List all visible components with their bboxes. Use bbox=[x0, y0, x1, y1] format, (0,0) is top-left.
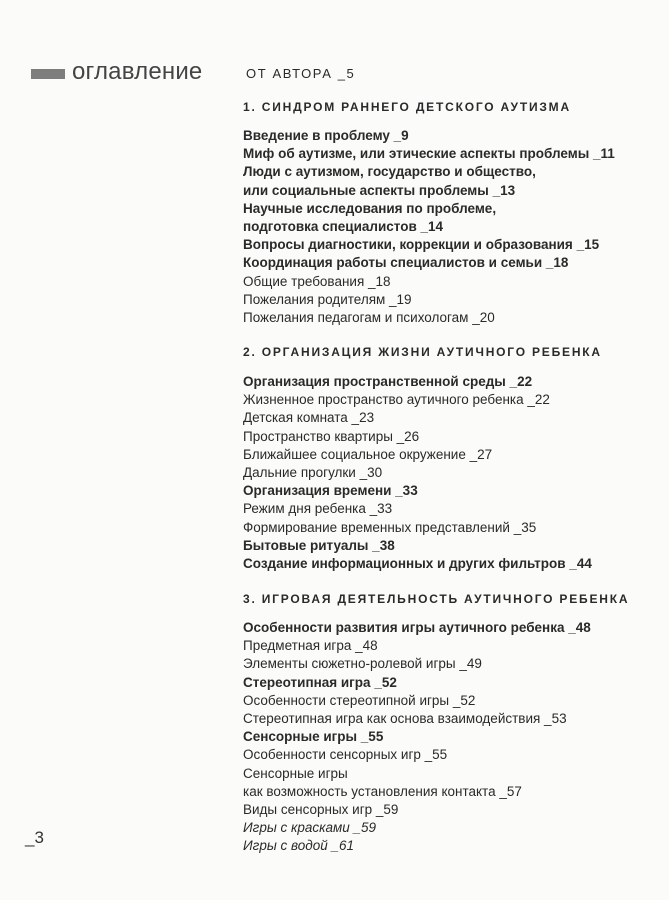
toc-entry[interactable]: Общие требования _18 bbox=[243, 273, 391, 289]
toc-entry[interactable]: Люди с аутизмом, государство и общество, bbox=[243, 164, 536, 180]
chapter-heading[interactable]: 1. СИНДРОМ РАННЕГО ДЕТСКОГО АУТИЗМА bbox=[243, 100, 571, 114]
toc-entry[interactable]: Создание информационных и других фильтров _44 bbox=[243, 556, 592, 571]
toc-entry[interactable]: Миф об аутизме, или этические аспекты проблемы _11 bbox=[243, 146, 615, 162]
toc-entry[interactable]: Организация времени _33 bbox=[243, 483, 418, 499]
toc-entry[interactable]: Пространство квартиры _26 bbox=[243, 428, 420, 444]
toc-heading bbox=[31, 58, 202, 86]
chapter-heading[interactable]: 3. ИГРОВАЯ ДЕЯТЕЛЬНОСТЬ АУТИЧНОГО РЕБЕНКА bbox=[243, 592, 630, 606]
toc-entry[interactable]: Координация работы специалистов и семьи _18 bbox=[243, 255, 569, 271]
toc-entry[interactable]: Формирование временных представлений _35 bbox=[243, 519, 537, 535]
toc-title: оглавление bbox=[72, 58, 203, 85]
toc-entry[interactable]: Детская комната _23 bbox=[243, 410, 375, 426]
chapter-heading[interactable]: 2. ОРГАНИЗАЦИЯ ЖИЗНИ АУТИЧНОГО РЕБЕНКА bbox=[243, 345, 602, 359]
toc-entry[interactable]: Предметная игра _48 bbox=[243, 638, 378, 654]
toc-entry[interactable]: Жизненное пространство аутичного ребенка _22 bbox=[243, 392, 550, 408]
toc-entry[interactable]: Бытовые ритуалы _38 bbox=[243, 537, 395, 553]
toc-entry[interactable]: Стереотипная игра как основа взаимодействия _53 bbox=[243, 711, 567, 726]
toc-entry[interactable]: Пожелания родителям _19 bbox=[243, 291, 412, 307]
toc-entry[interactable]: Научные исследования по проблеме, bbox=[243, 200, 497, 216]
toc-entry[interactable]: Особенности сенсорных игр _55 bbox=[243, 747, 448, 763]
toc-entry[interactable]: Игры с красками _59 bbox=[243, 820, 377, 836]
toc-entry[interactable]: подготовка специалистов _14 bbox=[243, 219, 444, 234]
toc-entry[interactable]: Стереотипная игра _52 bbox=[243, 674, 397, 690]
toc-entry[interactable]: Игры с водой _61 bbox=[243, 838, 355, 854]
toc-entry[interactable]: Пожелания педагогам и психологам _20 bbox=[243, 310, 495, 325]
toc-entry[interactable]: Особенности развития игры аутичного ребенка _48 bbox=[243, 620, 591, 635]
toc-entry[interactable]: Ближайшее социальное окружение _27 bbox=[243, 446, 493, 462]
toc-entry[interactable]: Дальние прогулки _30 bbox=[243, 465, 383, 480]
toc-entry[interactable]: как возможность установления контакта _57 bbox=[243, 783, 522, 799]
toc-entry[interactable]: Виды сенсорных игр _59 bbox=[243, 802, 399, 817]
heading-bar-decoration bbox=[31, 69, 65, 79]
page-number: _3 bbox=[25, 828, 44, 847]
toc-entry[interactable]: Организация пространственной среды _22 bbox=[243, 374, 533, 389]
toc-entry[interactable]: Введение в проблему _9 bbox=[243, 128, 409, 143]
toc-entry[interactable]: Вопросы диагностики, коррекции и образования _15 bbox=[243, 237, 600, 253]
toc-entry[interactable]: или социальные аспекты проблемы _13 bbox=[243, 182, 516, 198]
toc-entry[interactable]: Сенсорные игры _55 bbox=[243, 729, 384, 745]
toc-entry[interactable]: Режим дня ребенка _33 bbox=[243, 501, 393, 517]
toc-entry[interactable]: Сенсорные игры bbox=[243, 765, 348, 781]
from-author-entry[interactable]: ОТ АВТОРА _5 bbox=[246, 66, 356, 81]
toc-entry[interactable]: Элементы сюжетно-ролевой игры _49 bbox=[243, 656, 482, 672]
toc-entry[interactable]: Особенности стереотипной игры _52 bbox=[243, 692, 476, 708]
